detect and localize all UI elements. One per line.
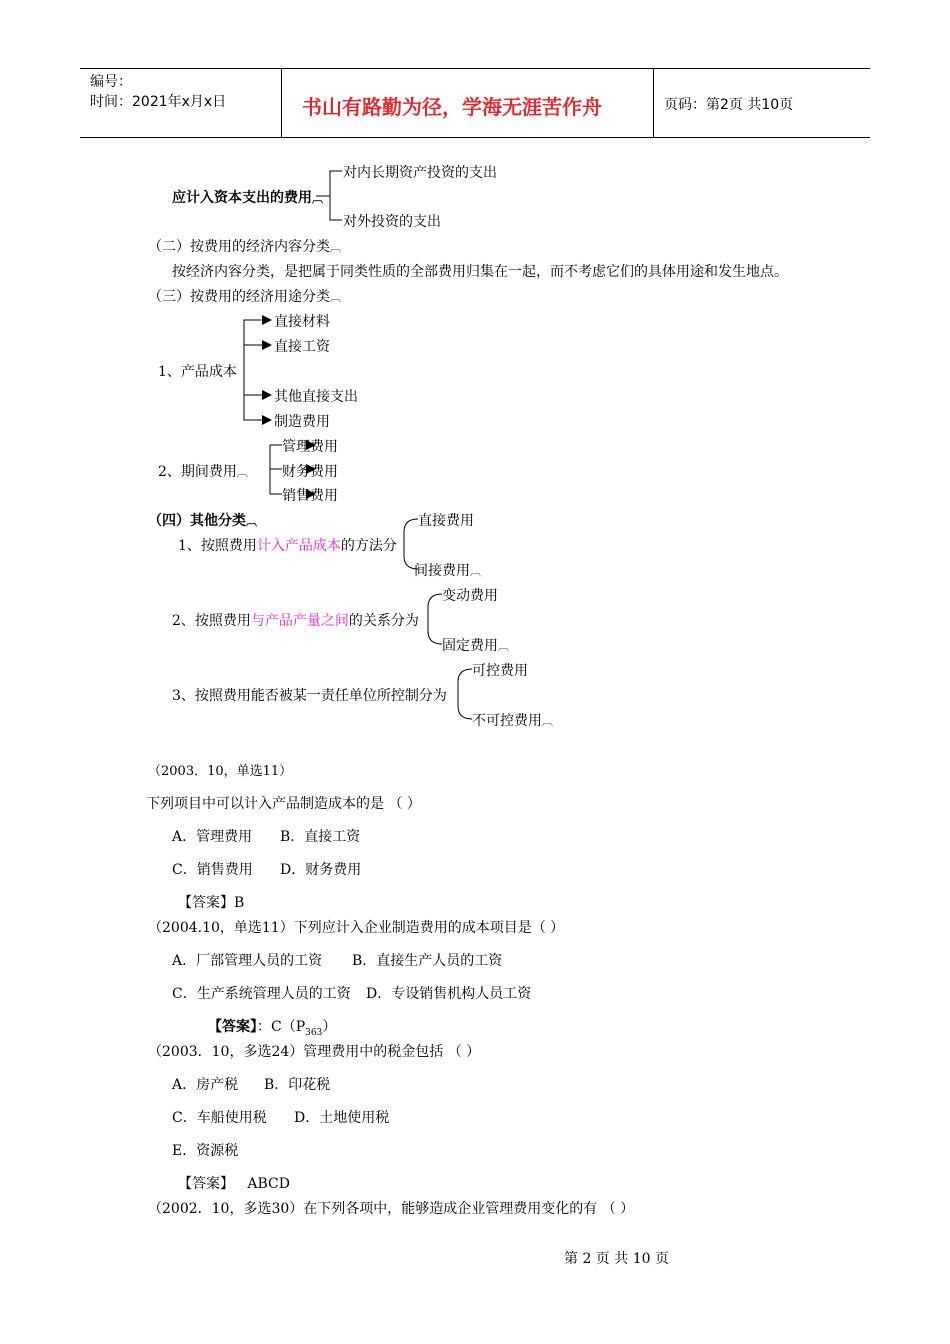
q2-stem: （2004.10，单选11）下列应计入企业制造费用的成本项目是（ ）: [148, 920, 565, 936]
page-footer: 第 2 页 共 10 页: [564, 1251, 669, 1267]
q1-source: （2003．10，单选11）: [148, 764, 293, 779]
section3-heading: （三）按费用的经济用途分类︹: [148, 289, 341, 305]
c2-text: 2、按照费用与产品产量之间的关系分为: [172, 613, 419, 629]
q1-option-b: B．直接工资: [280, 829, 361, 845]
page-code: 页码：第2页 共10页: [664, 97, 794, 113]
q3-option-a: A．房产税: [172, 1077, 239, 1093]
product-item-1: 直接材料: [274, 314, 330, 330]
section4-heading: （四）其他分类︹: [148, 513, 257, 529]
c1-item-1: 直接费用: [418, 513, 474, 529]
q4-stem: （2002．10，多选30）在下列各项中，能够造成企业管理费用变化的有 （ ）: [148, 1201, 635, 1217]
product-item-3: 其他直接支出: [274, 389, 358, 405]
q2-option-a: A．厂部管理人员的工资: [172, 953, 323, 969]
q2-option-d: D．专设销售机构人员工资: [366, 986, 532, 1002]
c1-text: 1、按照费用计入产品成本的方法分: [178, 538, 397, 554]
header-motto: 书山有路勤为径，学海无涯苦作舟: [302, 95, 602, 119]
q3-stem: （2003．10，多选24）管理费用中的税金包括 （ ）: [148, 1044, 481, 1060]
q1-option-c: C．销售费用: [172, 862, 253, 878]
q3-option-d: D．土地使用税: [294, 1110, 390, 1126]
period-item-1: 管理费用: [282, 439, 338, 455]
q1-answer: 【答案】B: [178, 895, 245, 911]
q3-option-b: B．印花税: [264, 1077, 331, 1093]
c2-item-1: 变动费用: [442, 588, 498, 604]
c3-text: 3、按照费用能否被某一责任单位所控制分为: [172, 688, 447, 704]
q2-option-c: C．生产系统管理人员的工资: [172, 986, 351, 1002]
q1-option-a: A．管理费用: [172, 829, 253, 845]
c1-item-2: 间接费用︹: [414, 563, 481, 579]
period-cost-label: 2、期间费用︹: [158, 464, 248, 480]
c3-item-1: 可控费用: [472, 663, 528, 679]
c3-item-2: 不可控费用︹: [472, 713, 553, 729]
q3-option-e: E．资源税: [172, 1143, 239, 1159]
time-label: 时间：2021年x月x日: [90, 94, 227, 110]
q1-option-d: D．财务费用: [280, 862, 362, 878]
section2-heading: （二）按费用的经济内容分类︹: [148, 239, 341, 255]
capital-item-1: 对内长期资产投资的支出: [343, 165, 497, 181]
q2-answer: 【答案】：$C(P_{363})$: [208, 1019, 337, 1038]
product-item-2: 直接工资: [274, 339, 330, 355]
q1-stem: 下列项目中可以计入产品制造成本的是 （ ）: [146, 796, 421, 812]
capital-item-2: 对外投资的支出: [343, 214, 441, 230]
period-item-2: 财务费用: [282, 464, 338, 480]
serial-label: 编号：: [90, 74, 132, 90]
product-item-4: 制造费用: [274, 414, 330, 430]
q2-option-b: B．直接生产人员的工资: [352, 953, 503, 969]
q3-option-c: C．车船使用税: [172, 1110, 267, 1126]
c2-item-2: 固定费用︹: [442, 638, 509, 654]
product-cost-label: 1、产品成本: [158, 364, 237, 380]
period-item-3: 销售费用: [282, 488, 338, 504]
q3-answer: 【答案】 ABCD: [178, 1176, 290, 1192]
capital-root: 应计入资本支出的费用︹: [172, 190, 323, 206]
section2-text: 按经济内容分类，是把属于同类性质的全部费用归集在一起，而不考虑它们的具体用途和发生地点。: [172, 264, 788, 280]
